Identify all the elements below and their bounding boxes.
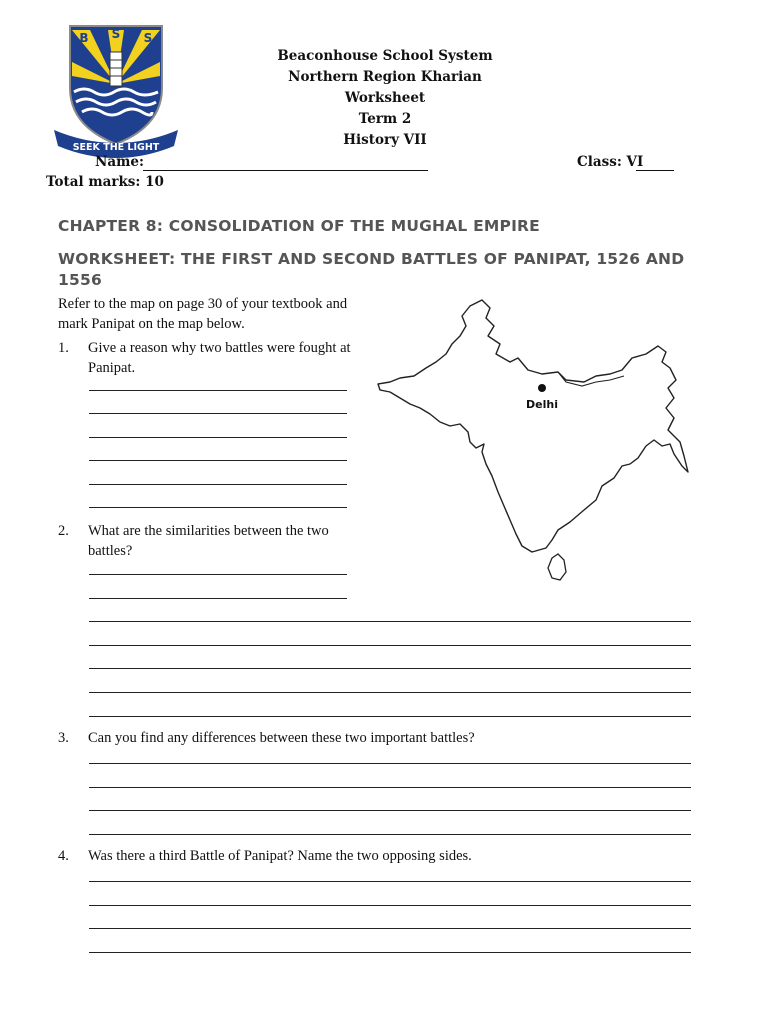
name-field[interactable] [143,170,428,171]
total-marks: Total marks: 10 [46,174,164,190]
subcontinent-outline [378,300,688,552]
india-map[interactable] [370,296,700,586]
answer-line[interactable] [89,928,691,929]
answer-line[interactable] [89,390,347,391]
class-field[interactable] [636,170,674,171]
chapter-title: CHAPTER 8: CONSOLIDATION OF THE MUGHAL EMPIRE [58,217,540,235]
logo-letter-3: S [143,31,153,45]
answer-line[interactable] [89,507,347,508]
school-logo [50,22,182,160]
question-text: Was there a third Battle of Panipat? Name the two opposing sides. [88,848,472,864]
worksheet-title: WORKSHEET: THE FIRST AND SECOND BATTLES OF PANIPAT, 1526 AND 1556 [58,250,685,289]
answer-line[interactable] [89,810,691,811]
sri-lanka-outline [548,554,566,580]
delhi-marker [538,384,546,392]
term-label: Term 2 [358,111,412,127]
answer-line[interactable] [89,716,691,717]
answer-line[interactable] [89,692,691,693]
answer-line[interactable] [89,881,691,882]
logo-letter-1: B [79,31,89,45]
answer-line[interactable] [89,621,691,622]
subject-label: History VII [343,132,427,148]
answer-line[interactable] [89,763,691,764]
school-name: Beaconhouse School System [277,48,493,64]
document-type: Worksheet [344,90,426,106]
answer-line[interactable] [89,574,347,575]
answer-line[interactable] [89,668,691,669]
answer-line[interactable] [89,834,691,835]
question-text: What are the similarities between the two battles? [88,523,329,559]
question-text: Can you find any differences between these two important battles? [88,730,475,746]
delhi-label: Delhi [526,398,558,411]
name-label: Name: [95,154,144,170]
class-label: Class: VI [577,154,644,170]
region-name: Northern Region Kharian [288,69,482,85]
answer-line[interactable] [89,787,691,788]
answer-line[interactable] [89,437,347,438]
answer-line[interactable] [89,413,347,414]
question-number: 2. [58,523,69,539]
question-number: 1. [58,340,69,356]
answer-line[interactable] [89,598,347,599]
question-text: Give a reason why two battles were fought at Panipat. [88,340,351,376]
question-number: 4. [58,848,69,864]
intro-text: Refer to the map on page 30 of your textbook and mark Panipat on the map below. [58,296,348,332]
logo-motto: SEEK THE LIGHT [72,142,160,153]
answer-line[interactable] [89,905,691,906]
answer-line[interactable] [89,484,347,485]
answer-line[interactable] [89,952,691,953]
answer-line[interactable] [89,460,347,461]
answer-line[interactable] [89,645,691,646]
question-number: 3. [58,730,69,746]
logo-letter-2: S [111,27,121,41]
worksheet-header [255,46,515,151]
